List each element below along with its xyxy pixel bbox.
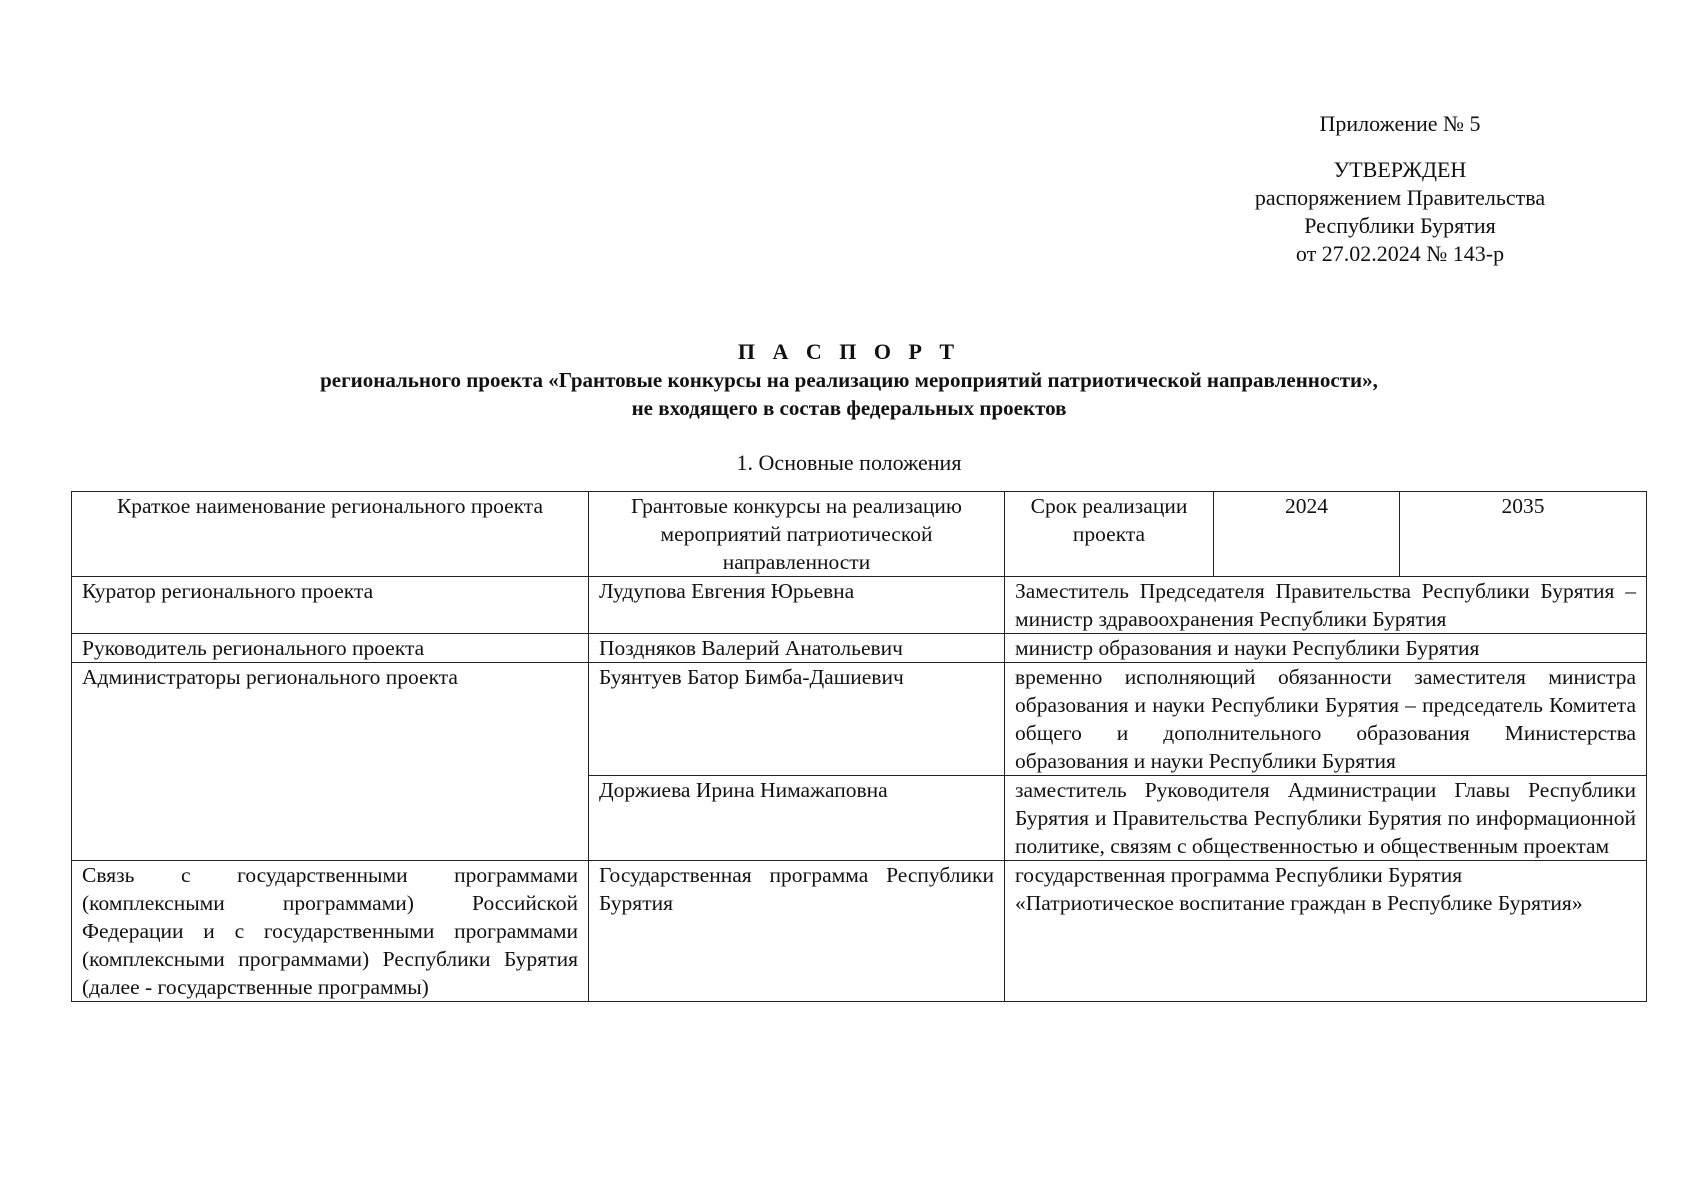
curator-name: Лудупова Евгения Юрьевна	[589, 577, 1005, 634]
table-row-curator	[72, 577, 1647, 634]
table-row-head	[72, 634, 1647, 663]
approval-block	[1210, 110, 1590, 268]
passport-heading: П А С П О Р Т	[737, 339, 961, 364]
table-row-admin-1	[72, 663, 1647, 776]
approved-stamp-text: УТВЕРЖДЕН	[1333, 157, 1467, 182]
program-link-value	[1005, 861, 1647, 1002]
program-link-line-1: государственная программа Республики Бурятия	[1015, 863, 1463, 887]
table-row-program-link	[72, 861, 1647, 1002]
admin-2-position: заместитель Руководителя Администрации Главы Республики Бурятия и Правительства Республики Бурятия по информационной политике, связям с общественностью и общественным проектам	[1005, 776, 1647, 861]
head-position: министр образования и науки Республики Бурятия	[1005, 634, 1647, 663]
admin-1-position: временно исполняющий обязанности заместителя министра образования и науки Республики Бурятия – председатель Комитета общего и дополнительного образования Министерства образования и науки Республики Бурятия	[1005, 663, 1647, 776]
curator-position: Заместитель Председателя Правительства Республики Бурятия – министр здравоохранения Республики Бурятия	[1005, 577, 1647, 634]
document-title	[0, 338, 1698, 422]
table-row-short-name	[72, 492, 1647, 577]
approved-by-region: Республики Бурятия	[1304, 213, 1496, 238]
section-heading: 1. Основные положения	[736, 450, 962, 475]
curator-label: Куратор регионального проекта	[72, 577, 589, 634]
approved-by-line: распоряжением Правительства	[1254, 185, 1546, 210]
project-title-line-2: не входящего в состав федеральных проектов	[631, 396, 1067, 420]
basic-provisions-table	[71, 491, 1647, 1002]
short-name-label: Краткое наименование регионального проекта	[72, 492, 589, 577]
head-name: Поздняков Валерий Анатольевич	[589, 634, 1005, 663]
term-start-year: 2024	[1214, 492, 1400, 577]
program-link-type: Государственная программа Республики Бурятия	[589, 861, 1005, 1002]
admin-2-name: Доржиева Ирина Нимажаповна	[589, 776, 1005, 861]
program-link-line-2: «Патриотическое воспитание граждан в Республике Бурятия»	[1015, 891, 1583, 915]
admin-1-name: Буянтуев Батор Бимба-Дашиевич	[589, 663, 1005, 776]
program-link-label: Связь с государственными программами (комплексными программами) Российской Федерации и с государственными программами (комплексными программами) Республики Бурятия (далее - государственные программы)	[72, 861, 589, 1002]
term-label: Срок реализации проекта	[1005, 492, 1214, 577]
admins-label: Администраторы регионального проекта	[72, 663, 589, 861]
term-end-year: 2035	[1400, 492, 1647, 577]
head-label: Руководитель регионального проекта	[72, 634, 589, 663]
appendix-number: Приложение № 5	[1319, 111, 1481, 136]
project-title-line-1: регионального проекта «Грантовые конкурсы на реализацию мероприятий патриотической направленности»,	[320, 368, 1378, 392]
approval-date-number: от 27.02.2024 № 143-р	[1295, 241, 1505, 266]
short-name-value: Грантовые конкурсы на реализацию мероприятий патриотической направленности	[589, 492, 1005, 577]
